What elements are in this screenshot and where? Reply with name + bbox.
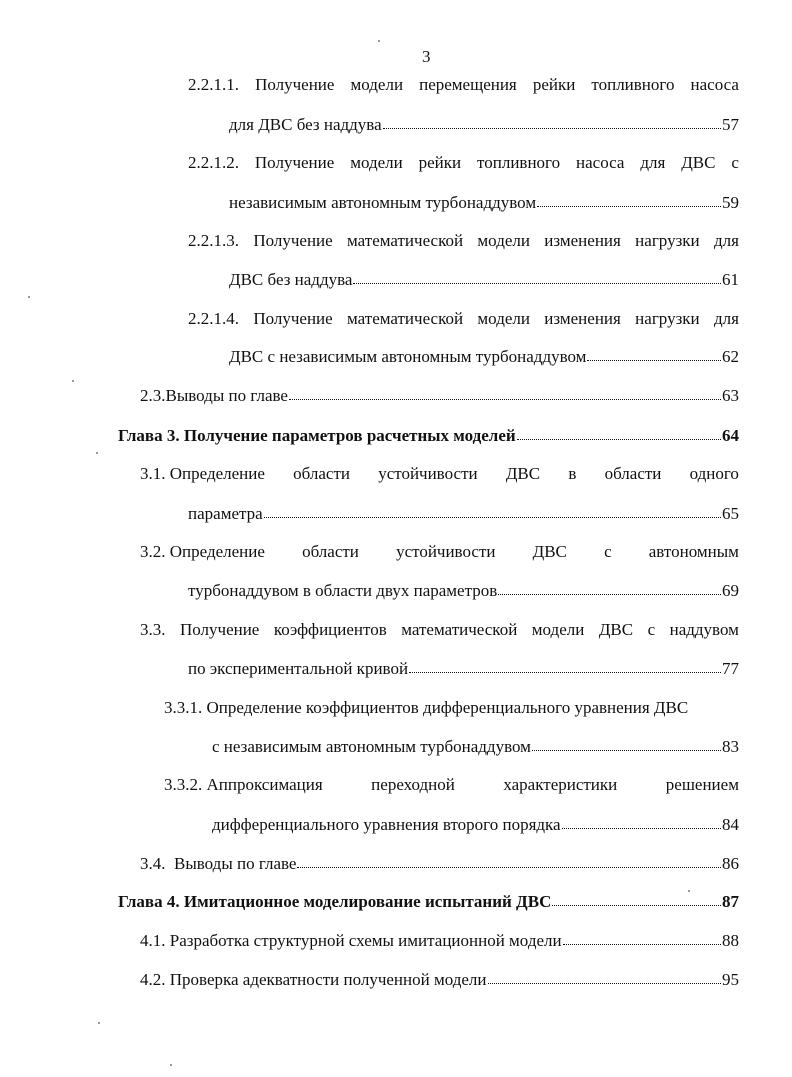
toc-word: переходной: [371, 775, 455, 794]
toc-word: математической: [347, 309, 464, 328]
toc-word: насоса: [690, 75, 739, 94]
toc-entry-label: 4.1. Разработка структурной схемы имитационной модели: [140, 931, 562, 950]
toc-word: ДВС: [505, 464, 541, 483]
scan-speck: [72, 380, 74, 382]
toc-page-number: 86: [722, 854, 739, 873]
leader-dots: [383, 128, 721, 129]
toc-entry-3-3-line1: [140, 621, 739, 638]
toc-entry-2-3[interactable]: [140, 387, 739, 404]
toc-word: 2.2.1.3.: [188, 231, 239, 250]
toc-entry-label: параметра: [188, 504, 263, 523]
toc-entry-label: с независимым автономным турбонаддувом: [212, 737, 531, 756]
leader-dots: [517, 439, 721, 440]
toc-word: области: [604, 464, 662, 483]
leader-dots: [532, 750, 721, 751]
toc-word: насоса: [576, 153, 625, 172]
toc-word: перемещения: [419, 75, 517, 94]
toc-word: устойчивости: [396, 542, 496, 561]
toc-word: 2.2.1.4.: [188, 309, 239, 328]
toc-word: характеристики: [503, 775, 618, 794]
toc-word: решением: [665, 775, 739, 794]
toc-entry-2-2-1-1-line1: [188, 76, 739, 93]
toc-word: Получение: [254, 153, 335, 172]
toc-word: с: [731, 153, 739, 172]
toc-entry-label: ДВС без наддува: [229, 270, 353, 289]
toc-page-number: 63: [722, 386, 739, 405]
toc-word: топливного: [591, 75, 675, 94]
toc-word: Получение: [179, 620, 260, 639]
leader-dots: [289, 399, 721, 400]
scan-speck: [28, 296, 30, 298]
scan-speck: [96, 452, 98, 454]
toc-word: для: [713, 231, 739, 250]
toc-word: для: [640, 153, 666, 172]
toc-word: модели: [477, 231, 530, 250]
toc-word: 2.2.1.1.: [188, 75, 239, 94]
toc-page-number: 87: [722, 892, 739, 911]
toc-entry-label: турбонаддувом в области двух параметров: [188, 581, 498, 600]
toc-word: рейки: [532, 75, 576, 94]
toc-word: ДВС: [681, 153, 716, 172]
toc-page-number: 83: [722, 737, 739, 756]
toc-word: изменения: [544, 309, 621, 328]
leader-dots: [563, 944, 721, 945]
toc-chapter-3[interactable]: [118, 427, 739, 444]
toc-page-number: 59: [722, 193, 739, 212]
toc-word: в: [568, 464, 577, 483]
toc-page-number: 84: [722, 815, 739, 834]
toc-word: области: [293, 464, 350, 483]
toc-word: модели: [477, 309, 530, 328]
toc-entry-label: по экспериментальной кривой: [188, 659, 409, 678]
toc-entry-4-2[interactable]: [140, 971, 739, 988]
leader-dots: [297, 867, 721, 868]
toc-chapter-4[interactable]: [118, 893, 739, 910]
leader-dots: [498, 594, 721, 595]
toc-entry-label: ДВС с независимым автономным турбонаддувом: [229, 347, 587, 366]
toc-entry-label: Глава 4. Имитационное моделирование испытаний ДВС: [118, 892, 552, 911]
toc-word: Получение: [255, 75, 335, 94]
toc-word: 3.2. Определение: [140, 542, 265, 561]
toc-entry-label: Глава 3. Получение параметров расчетных моделей: [118, 426, 516, 445]
toc-word: устойчивости: [378, 464, 478, 483]
toc-word: изменения: [544, 231, 621, 250]
toc-page-number: 77: [722, 659, 739, 678]
toc-word: Получение: [253, 231, 333, 250]
toc-word: Получение: [253, 309, 333, 328]
toc-word: коэффициентов: [273, 620, 387, 639]
toc-entry-label: независимым автономным турбонаддувом: [229, 193, 537, 212]
toc-entry-label: для ДВС без наддува: [229, 115, 382, 134]
toc-word: математической: [347, 231, 464, 250]
toc-word: автономным: [648, 542, 739, 561]
toc-entry-3-3-1-line1: 3.3.1. Определение коэффициентов дифференциального уравнения ДВС: [164, 698, 689, 717]
toc-word: с: [604, 542, 612, 561]
toc-word: 3.3.: [140, 620, 166, 639]
toc-word: 3.1. Определение: [140, 464, 265, 483]
toc-word: ДВС: [532, 542, 567, 561]
toc-word: с: [647, 620, 656, 639]
toc-page-number: 95: [722, 970, 739, 989]
toc-word: топливного: [477, 153, 561, 172]
toc-entry-label: дифференциального уравнения второго порядка: [212, 815, 561, 834]
toc-entry-3-3-1-line2[interactable]: [212, 738, 739, 755]
toc-entry-2-2-1-3-line2[interactable]: [229, 271, 739, 288]
toc-entry-2-2-1-2-line1: [188, 154, 739, 171]
leader-dots: [562, 828, 721, 829]
toc-entry-3-4[interactable]: [140, 855, 739, 872]
toc-entry-3-1-line1: [140, 465, 739, 482]
toc-entry-3-3-line2[interactable]: [188, 660, 739, 677]
toc-word: нагрузки: [635, 231, 700, 250]
toc-entry-label: 3.4. Выводы по главе: [140, 854, 297, 873]
toc-word: рейки: [418, 153, 462, 172]
toc-entry-label: 2.3.Выводы по главе: [140, 386, 288, 405]
leader-dots: [353, 283, 721, 284]
scan-speck: [688, 890, 690, 892]
toc-word: ДВС: [598, 620, 634, 639]
toc-entry-2-2-1-1-line2[interactable]: [229, 116, 739, 133]
toc-page-number: 61: [722, 270, 739, 289]
toc-word: модели: [350, 75, 404, 94]
toc-word: нагрузки: [635, 309, 700, 328]
leader-dots: [537, 206, 721, 207]
scan-speck: [378, 40, 380, 42]
leader-dots: [587, 360, 721, 361]
toc-page-number: 64: [722, 426, 739, 445]
toc-entry-label: 4.2. Проверка адекватности полученной модели: [140, 970, 487, 989]
toc-word: модели: [531, 620, 585, 639]
page-number: 3: [422, 47, 431, 66]
leader-dots: [488, 983, 721, 984]
toc-word: 3.3.2. Аппроксимация: [164, 775, 323, 794]
toc-page-number: 62: [722, 347, 739, 366]
toc-entry-3-1-line2[interactable]: [188, 505, 739, 522]
toc-entry-3-3-2-line2[interactable]: [212, 816, 739, 833]
toc-entry-2-2-1-4-line2[interactable]: [229, 348, 739, 365]
toc-entry-2-2-1-4-line1: [188, 310, 739, 327]
toc-entry-3-2-line2[interactable]: [188, 582, 739, 599]
toc-entry-2-2-1-3-line1: [188, 232, 739, 249]
leader-dots: [264, 517, 721, 518]
toc-entry-4-1[interactable]: [140, 932, 739, 949]
toc-entry-3-3-2-line1: [164, 776, 739, 793]
toc-word: наддувом: [669, 620, 739, 639]
scan-speck: [170, 1064, 172, 1066]
scan-speck: [98, 1022, 100, 1024]
toc-word: математической: [401, 620, 518, 639]
toc-word: 2.2.1.2.: [188, 153, 239, 172]
toc-word: одного: [689, 464, 739, 483]
toc-word: модели: [350, 153, 403, 172]
toc-page-number: 69: [722, 581, 739, 600]
toc-page-number: 57: [722, 115, 739, 134]
toc-word: для: [713, 309, 739, 328]
toc-word: области: [302, 542, 359, 561]
leader-dots: [409, 672, 721, 673]
leader-dots: [552, 905, 721, 906]
toc-page-number: 88: [722, 931, 739, 950]
toc-page-number: 65: [722, 504, 739, 523]
toc-entry-2-2-1-2-line2[interactable]: [229, 194, 739, 211]
toc-entry-3-2-line1: [140, 543, 739, 560]
